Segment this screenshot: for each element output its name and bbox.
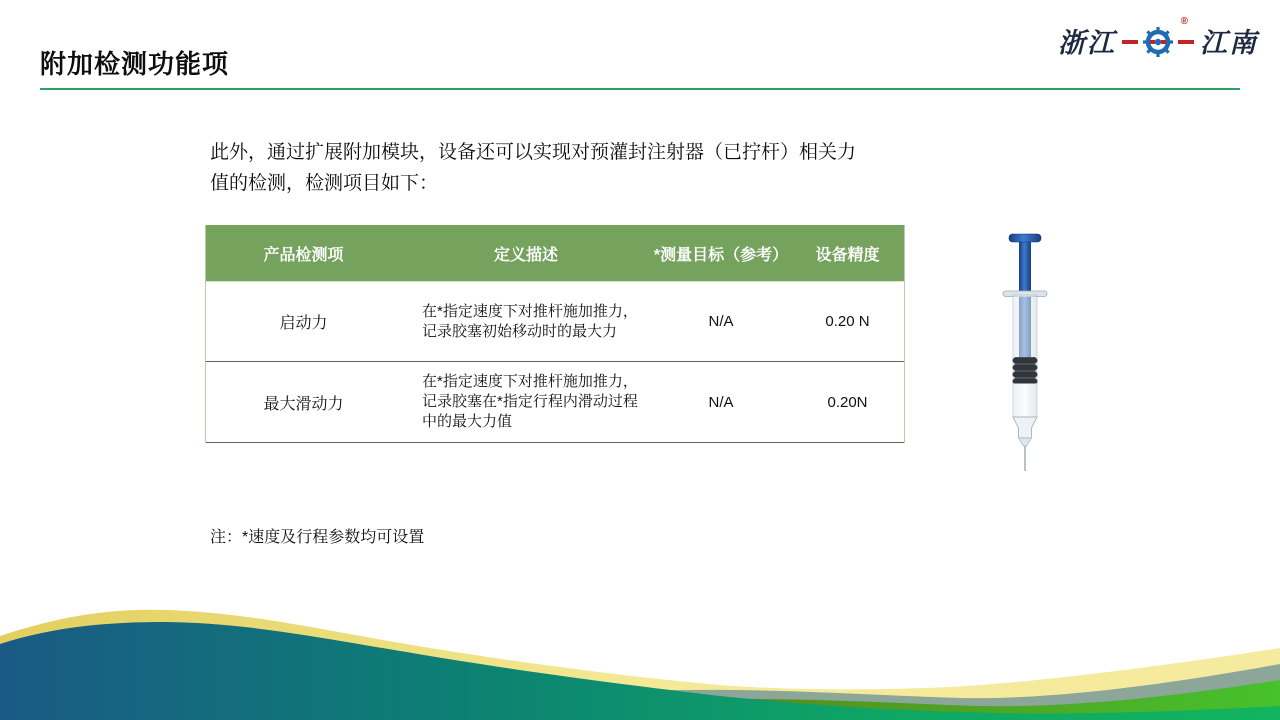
cell-definition: 在*指定速度下对推杆施加推力，记录胶塞在*指定行程内滑动过程中的最大力值 xyxy=(422,373,638,430)
intro-paragraph xyxy=(210,137,890,199)
cell-accuracy: 0.20 N xyxy=(825,313,870,330)
header-cell-measure-target: *测量目标（参考） xyxy=(653,246,789,264)
intro-line-2: 值的检测，检测项目如下： xyxy=(210,173,439,194)
intro-line-1: 此外，通过扩展附加模块，设备还可以实现对预灌封注射器（已拧杆）相关力 xyxy=(210,142,857,163)
company-logo xyxy=(1058,18,1258,62)
table-row-max-slide-force xyxy=(206,362,904,443)
detection-table xyxy=(205,225,905,443)
title-underline xyxy=(40,88,1240,90)
cell-target: N/A xyxy=(708,393,734,411)
logo-gear-icon xyxy=(1120,18,1196,62)
footer-wave-decoration xyxy=(0,590,1280,720)
logo-text-right: 江南 xyxy=(1200,27,1258,59)
logo-registered-mark: ® xyxy=(1180,16,1188,27)
footnote-text: 注：*速度及行程参数均可设置 xyxy=(210,529,425,546)
cell-target: N/A xyxy=(708,313,734,330)
table-row-startup-force xyxy=(206,281,904,362)
cell-accuracy: 0.20N xyxy=(827,393,868,411)
logo-text-left: 浙江 xyxy=(1058,27,1116,59)
header-cell-device-accuracy: 设备精度 xyxy=(815,246,880,264)
cell-item: 启动力 xyxy=(279,315,328,332)
syringe-illustration xyxy=(998,231,1052,473)
header-cell-definition: 定义描述 xyxy=(493,246,558,264)
cell-definition: 在*指定速度下对推杆施加推力，记录胶塞初始移动时的最大力 xyxy=(422,302,638,340)
table-header-row xyxy=(206,225,904,281)
header-cell-product-item: 产品检测项 xyxy=(263,246,344,264)
cell-item: 最大滑动力 xyxy=(263,395,344,413)
page-title: 附加检测功能项 xyxy=(40,49,230,79)
